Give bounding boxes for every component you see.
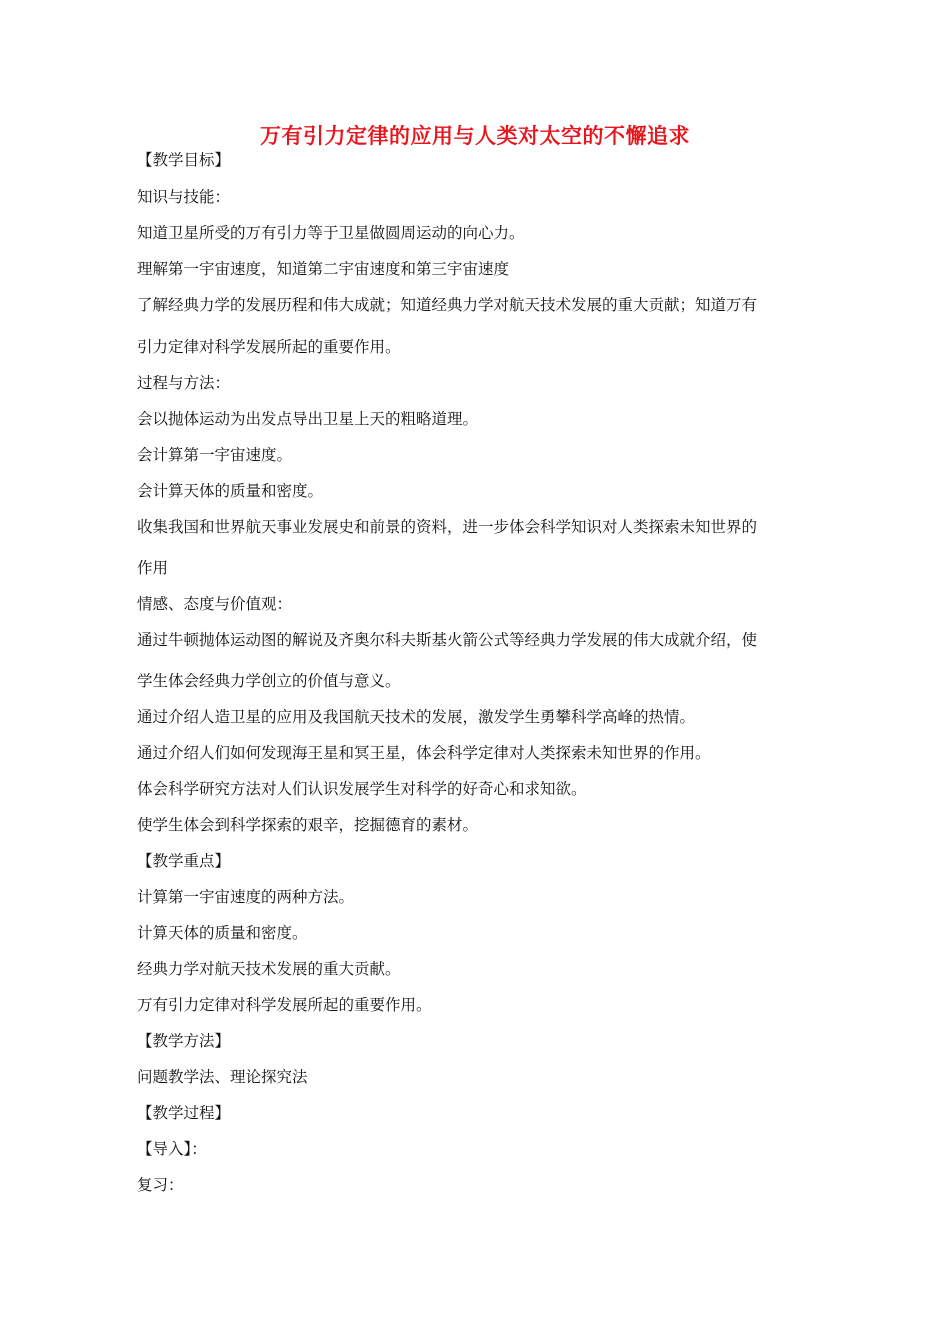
text-line: 问题教学法、理论探究法	[137, 1068, 308, 1086]
text-line: 了解经典力学的发展历程和伟大成就；知道经典力学对航天技术发展的重大贡献；知道万有	[137, 296, 758, 314]
text-line: 学生体会经典力学创立的价值与意义。	[137, 672, 401, 690]
text-line: 会计算第一宇宙速度。	[137, 446, 293, 464]
text-line: 会以抛体运动为出发点导出卫星上天的粗略道理。	[137, 410, 479, 428]
section-heading-methods: 【教学方法】	[137, 1032, 231, 1050]
text-line: 体会科学研究方法对人们认识发展学生对科学的好奇心和求知欲。	[137, 780, 587, 798]
subheading-introduction: 【导入】：	[137, 1140, 207, 1158]
text-line: 知道卫星所受的万有引力等于卫星做圆周运动的向心力。	[137, 224, 525, 242]
text-line: 通过介绍人们如何发现海王星和冥王星，体会科学定律对人类探索未知世界的作用。	[137, 744, 711, 762]
text-line: 万有引力定律对科学发展所起的重要作用。	[137, 996, 432, 1014]
section-heading-process: 【教学过程】	[137, 1104, 231, 1122]
text-line: 会计算天体的质量和密度。	[137, 482, 324, 500]
text-line: 使学生体会到科学探索的艰辛，挖掘德育的素材。	[137, 816, 479, 834]
text-line: 复习：	[137, 1176, 184, 1194]
text-line: 引力定律对科学发展所起的重要作用。	[137, 338, 401, 356]
text-line: 理解第一宇宙速度，知道第二宇宙速度和第三宇宙速度	[137, 260, 510, 278]
document-title: 万有引力定律的应用与人类对太空的不懈追求	[260, 123, 690, 148]
text-line: 通过牛顿抛体运动图的解说及齐奥尔科夫斯基火箭公式等经典力学发展的伟大成就介绍，使	[137, 631, 758, 649]
text-line: 计算天体的质量和密度。	[137, 924, 308, 942]
text-line: 计算第一宇宙速度的两种方法。	[137, 888, 355, 906]
subheading-emotion-values: 情感、态度与价值观：	[137, 595, 293, 613]
text-line: 通过介绍人造卫星的应用及我国航天技术的发展，激发学生勇攀科学高峰的热情。	[137, 708, 696, 726]
section-heading-objectives: 【教学目标】	[137, 151, 231, 169]
text-line: 收集我国和世界航天事业发展史和前景的资料，进一步体会科学知识对人类探索未知世界的	[137, 518, 758, 536]
subheading-knowledge-skills: 知识与技能：	[137, 188, 231, 206]
text-line: 作用	[137, 559, 169, 577]
section-heading-key-points: 【教学重点】	[137, 852, 231, 870]
subheading-process-methods: 过程与方法：	[137, 374, 231, 392]
text-line: 经典力学对航天技术发展的重大贡献。	[137, 960, 401, 978]
